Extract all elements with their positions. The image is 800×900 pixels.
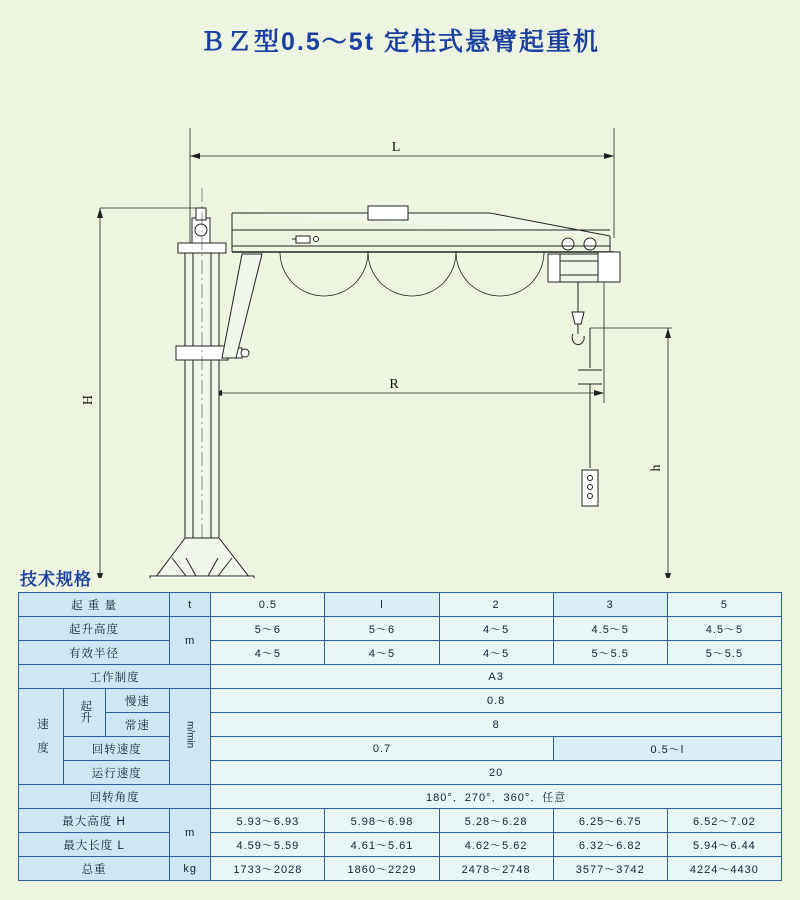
label-H: H (81, 394, 96, 406)
cell-capacity-5: 5 (667, 593, 781, 617)
cell-max-length-2: 4.61～5.61 (325, 833, 439, 857)
cell-max-height-4: 6.25～6.75 (553, 809, 667, 833)
table-row (19, 713, 782, 737)
cell-radius-4: 5～5.5 (553, 641, 667, 665)
cell-max-length-3: 4.62～5.62 (439, 833, 553, 857)
cell-travel-speed-value: 20 (211, 761, 782, 785)
cell-max-length-5: 5.94～6.44 (667, 833, 781, 857)
cell-lift-height-2: 5～6 (325, 617, 439, 641)
group-label-lift (64, 689, 105, 737)
unit-speed-text: m/min (184, 721, 196, 749)
cell-total-weight-1: 1733～2028 (211, 857, 325, 881)
row-label-travel-speed: 运行速度 (64, 761, 170, 785)
cell-radius-2: 4～5 (325, 641, 439, 665)
dimension-h (150, 328, 672, 578)
row-unit-meter-2: m (170, 809, 211, 857)
cell-capacity-4: 3 (553, 593, 667, 617)
table-row (19, 761, 782, 785)
row-label-normal: 常速 (105, 713, 169, 737)
row-label-total-weight: 总重 (19, 857, 170, 881)
cell-slow-value: 0.8 (211, 689, 782, 713)
table-row (19, 737, 782, 761)
dimension-R (212, 258, 604, 403)
crane-diagram (0, 58, 800, 578)
row-label-radius: 有效半径 (19, 641, 170, 665)
table-row (19, 593, 782, 617)
base-plate-icon (150, 538, 254, 578)
cell-radius-1: 4～5 (211, 641, 325, 665)
table-row (19, 641, 782, 665)
row-label-lift-height: 起升高度 (19, 617, 170, 641)
row-unit-meter: m (170, 617, 211, 665)
spec-table (18, 592, 782, 881)
cell-lift-height-1: 5～6 (211, 617, 325, 641)
cell-max-height-3: 5.28～6.28 (439, 809, 553, 833)
cell-total-weight-2: 1860～2229 (325, 857, 439, 881)
cell-max-height-1: 5.93～6.93 (211, 809, 325, 833)
cell-slew-speed-high: 0.5～l (553, 737, 781, 761)
cell-max-length-4: 6.32～6.82 (553, 833, 667, 857)
cell-lift-height-3: 4～5 (439, 617, 553, 641)
row-label-slow: 慢速 (105, 689, 169, 713)
row-label-max-height: 最大高度 H (19, 809, 170, 833)
cell-max-height-2: 5.98～6.98 (325, 809, 439, 833)
cell-total-weight-4: 3577～3742 (553, 857, 667, 881)
cell-max-length-1: 4.59～5.59 (211, 833, 325, 857)
cell-capacity-1: 0.5 (211, 593, 325, 617)
boom-icon (232, 206, 610, 252)
cell-radius-3: 4～5 (439, 641, 553, 665)
row-unit-kg: kg (170, 857, 211, 881)
row-label-slew-speed: 回转速度 (64, 737, 170, 761)
row-label-capacity: 起 重 量 (19, 593, 170, 617)
table-row (19, 833, 782, 857)
brace-icon (222, 254, 262, 358)
label-L: L (391, 140, 401, 155)
table-row (19, 857, 782, 881)
cell-radius-5: 5～5.5 (667, 641, 781, 665)
group-speed-text: 速 度 (35, 717, 48, 753)
cell-duty-value: A3 (211, 665, 782, 689)
table-row (19, 809, 782, 833)
load-line-icon (578, 328, 602, 506)
hook-icon (572, 282, 584, 345)
table-row (19, 689, 782, 713)
table-row (19, 785, 782, 809)
label-h: h (649, 464, 664, 472)
hoist-icon (548, 238, 620, 282)
cell-normal-value: 8 (211, 713, 782, 737)
group-label-speed (19, 689, 64, 785)
cell-lift-height-4: 4.5～5 (553, 617, 667, 641)
beam-scallops (280, 252, 544, 296)
cell-slew-speed-low: 0.7 (211, 737, 553, 761)
table-row (19, 665, 782, 689)
table-row (19, 617, 782, 641)
row-unit-capacity: t (170, 593, 211, 617)
row-unit-speed (170, 689, 211, 785)
cell-total-weight-5: 4224～4430 (667, 857, 781, 881)
cell-capacity-3: 2 (439, 593, 553, 617)
group-lift-text: 起升 (79, 699, 92, 723)
cell-lift-height-5: 4.5～5 (667, 617, 781, 641)
label-R: R (389, 377, 399, 392)
spec-heading: 技术规格 (20, 570, 92, 589)
cell-total-weight-3: 2478～2748 (439, 857, 553, 881)
row-label-slew-angle: 回转角度 (19, 785, 211, 809)
cell-capacity-2: l (325, 593, 439, 617)
page-title: ＢＺ型0.5～5t 定柱式悬臂起重机 (200, 28, 600, 56)
cell-slew-angle-value: 180°．270°．360°．任意 (211, 785, 782, 809)
cell-max-height-5: 6.52～7.02 (667, 809, 781, 833)
row-label-max-length: 最大长度 L (19, 833, 170, 857)
row-label-duty: 工作制度 (19, 665, 211, 689)
